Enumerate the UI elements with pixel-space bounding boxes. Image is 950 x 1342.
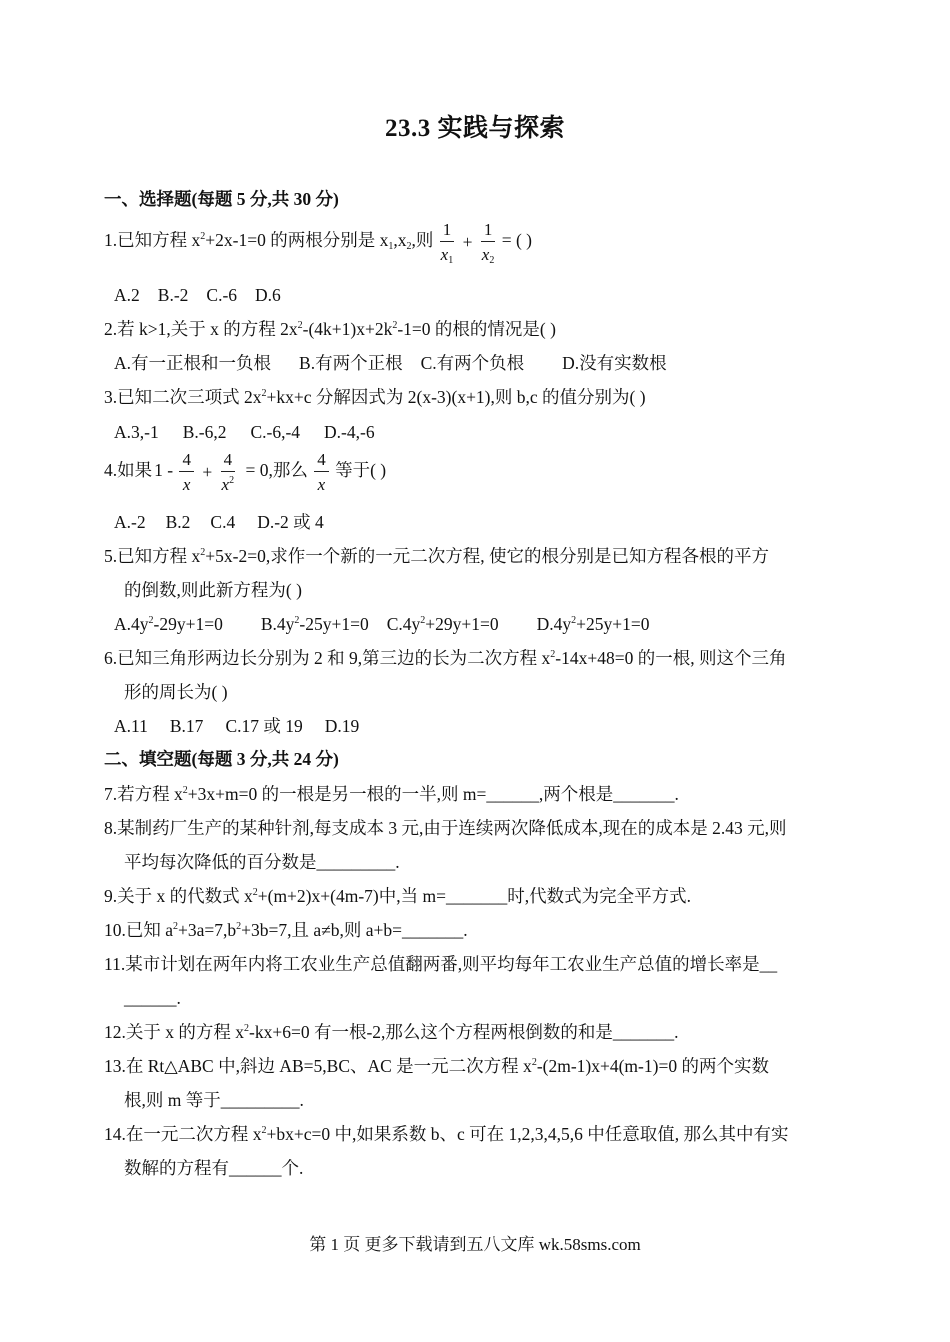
page-footer: 第 1 页 更多下载请到五八文库 wk.58sms.com	[309, 1235, 641, 1254]
question-5: 5.已知方程 $x^2+5x-2=0$,求作一个新的一元二次方程, 使它的根分别是已知方程各根的平方	[104, 546, 769, 566]
option-b: $B.4y^2-25y+1=0$	[260, 614, 369, 634]
fraction-4-over-x: $\frac{4}{x}$	[314, 451, 329, 493]
option-d: D.-2 或 4	[257, 512, 324, 532]
option-b: B.-6,2	[182, 422, 227, 442]
question-1: 1.已知方程 $x^2+2x-1=0$ 的两根分别是 $x_1,x_2$,则 $\frac{1}{x_1}$ + $\frac{1}{x_2}$ = ( )	[104, 219, 532, 266]
question-2-options	[114, 351, 667, 375]
option-b: B.-2	[157, 285, 189, 305]
question-10: 10.已知 $a^2+3a=7,b^2+3b=7$,且 a≠b,则 a+b=_______.	[104, 920, 468, 940]
question-3: 3.已知二次三项式 $2x^2+kx+c$ 分解因式为 2(x-3)(x+1),则 b,c 的值分别为( )	[104, 387, 646, 407]
question-4: 4.如果 1 - $\frac{4}{x}$ + $\frac{4}{x^2}$ = 0,那么 $\frac{4}{x}$ 等于( )	[104, 449, 387, 494]
option-a: A.2	[114, 285, 140, 305]
section-heading-fill-in: 二、填空题(每题 3 分,共 24 分)	[104, 749, 339, 769]
question-6-options	[114, 714, 359, 738]
option-d: $D.4y^2+25y+1=0$	[536, 614, 650, 634]
question-14: 14.在一元二次方程 $x^2+bx+c=0$ 中,如果系数 b、c 可在 1,2,3,4,5,6 中任意取值, 那么其中有实	[104, 1124, 789, 1144]
option-c: C.-6	[206, 285, 238, 305]
question-11: 11.某市计划在两年内将工农业生产总值翻两番,则平均每年工农业生产总值的增长率是__	[104, 954, 778, 974]
option-d: D.没有实数根	[562, 353, 667, 373]
question-6: 6.已知三角形两边长分别为 2 和 9,第三边的长为二次方程 $x^2-14x+48=0$ 的一根, 则这个三角	[104, 648, 787, 668]
option-c: $C.4y^2+29y+1=0$	[386, 614, 499, 634]
question-7: 7.若方程 $x^2+3x+m=0$ 的一根是另一根的一半,则 m=______,两个根是_______.	[104, 784, 679, 804]
question-4-options	[114, 510, 324, 534]
question-13-line-2: 根,则 m 等于_________.	[124, 1090, 304, 1110]
question-1-options	[114, 283, 281, 307]
option-c: C.4	[210, 512, 236, 532]
question-3-options	[114, 420, 375, 444]
option-a: A.有一正根和一负根	[114, 353, 272, 373]
question-8: 8.某制药厂生产的某种针剂,每支成本 3 元,由于连续两次降低成本,现在的成本是 2.43 元,则	[104, 818, 787, 838]
option-c: C.17 或 19	[225, 716, 303, 736]
section-heading-choice: 一、选择题(每题 5 分,共 30 分)	[104, 189, 339, 209]
question-13: 13.在 Rt△ABC 中,斜边 AB=5,BC、AC 是一元二次方程 $x^2-(2m-1)x+4(m-1)=0$ 的两个实数	[104, 1056, 769, 1076]
fraction-4-over-x-squared: $\frac{4}{x^2}$	[221, 449, 235, 494]
question-11-line-2: ______.	[124, 988, 181, 1008]
option-c: C.-6,-4	[250, 422, 301, 442]
option-b: B.有两个正根	[299, 353, 403, 373]
question-6-line-2: 形的周长为( )	[124, 682, 228, 702]
question-9: 9.关于 x 的代数式 $x^2+(m+2)x+(4m-7)$中,当 m=_______时,代数式为完全平方式.	[104, 886, 691, 906]
question-12: 12.关于 x 的方程 $x^2-kx+6=0$ 有一根-2,那么这个方程两根倒数的和是_______.	[104, 1022, 679, 1042]
question-8-line-2: 平均每次降低的百分数是_________.	[124, 852, 400, 872]
page-title: 23.3 实践与探索	[384, 115, 565, 142]
option-b: B.2	[165, 512, 191, 532]
question-5-options	[114, 612, 650, 636]
fraction-1-over-x2: $\frac{1}{x_2}$	[481, 219, 495, 266]
question-14-line-2: 数解的方程有______个.	[124, 1158, 304, 1178]
fraction-1-over-x1: $\frac{1}{x_1}$	[440, 219, 454, 266]
option-b: B.17	[169, 716, 204, 736]
option-a: A.-2	[114, 512, 146, 532]
question-2: 2.若 k>1,关于 x 的方程 $2x^2-(4k+1)x+2k^2-1=0$ 的根的情况是( )	[104, 319, 556, 339]
option-a: $A.4y^2-29y+1=0$	[114, 614, 223, 634]
option-d: D.-4,-6	[324, 422, 375, 442]
question-5-line-2: 的倒数,则此新方程为( )	[124, 580, 302, 600]
option-a: A.3,-1	[114, 422, 159, 442]
fraction-4-over-x: $\frac{4}{x}$	[179, 451, 194, 493]
option-c: C.有两个负根	[420, 353, 525, 373]
option-d: D.6	[255, 285, 281, 305]
option-d: D.19	[324, 716, 360, 736]
option-a: A.11	[114, 716, 148, 736]
